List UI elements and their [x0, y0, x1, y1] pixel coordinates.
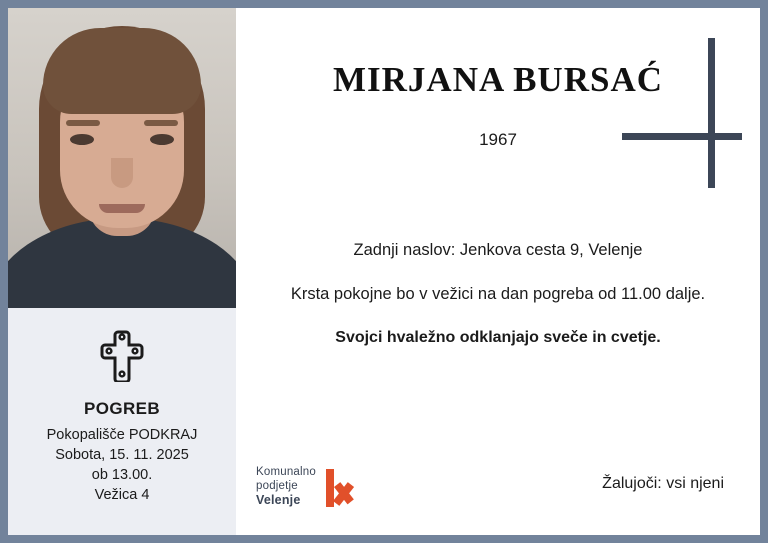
portrait-nose [111, 158, 133, 188]
logo-k-mark-icon [324, 469, 358, 507]
logo-line-3: Velenje [256, 493, 301, 507]
logo-line-1: Komunalno [256, 466, 316, 478]
mourners-line: Žalujoči: vsi njeni [602, 475, 724, 492]
logo-line-2: podjetje [256, 480, 298, 492]
funeral-heading: POGREB [83, 399, 161, 418]
left-column [8, 8, 236, 535]
portrait-brow-right [144, 120, 178, 126]
funeral-time: ob 13.00. [91, 467, 153, 483]
portrait-hair-top [43, 28, 201, 114]
portrait-eye-left [70, 134, 94, 145]
last-address-line: Zadnji naslov: Jenkova cesta 9, Velenje [353, 241, 643, 259]
company-logo-text [256, 465, 316, 507]
funeral-chapel: Vežica 4 [94, 487, 150, 503]
portrait-photo [8, 8, 236, 308]
portrait-eye-right [150, 134, 174, 145]
obituary-body [264, 236, 732, 352]
cross-icon [100, 328, 144, 387]
company-logo [256, 465, 358, 507]
portrait-brow-left [66, 120, 100, 126]
funeral-date: Sobota, 15. 11. 2025 [55, 447, 189, 463]
right-column [236, 8, 760, 535]
coffin-note-line: Krsta pokojne bo v vežici na dan pogreba od 11.00 dalje. [290, 285, 706, 303]
funeral-details-panel [8, 308, 236, 535]
deceased-name: MIRJANA BURSAĆ [333, 60, 663, 99]
obituary-card [8, 8, 760, 535]
flowers-note-line: Svojci hvaležno odklanjajo sveče in cvetje. [335, 329, 661, 346]
funeral-cemetery: Pokopališče PODKRAJ [46, 427, 198, 443]
deceased-year: 1967 [479, 130, 517, 149]
portrait-mouth [99, 204, 145, 213]
